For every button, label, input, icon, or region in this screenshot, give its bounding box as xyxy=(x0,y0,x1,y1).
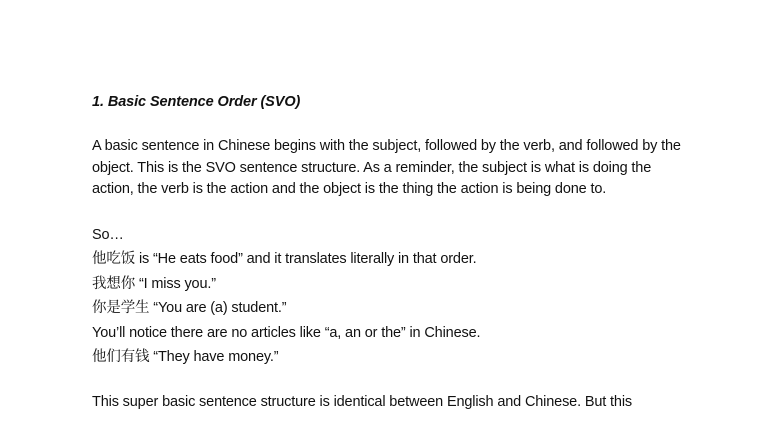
example-line xyxy=(92,321,692,346)
example-text: So… xyxy=(92,226,124,243)
example-chinese: 我想你 xyxy=(92,275,136,292)
example-text: “I miss you.” xyxy=(135,275,216,292)
example-chinese: 他们有钱 xyxy=(92,349,150,365)
intro-paragraph: A basic sentence in Chinese begins with the subject, followed by the verb, and followed by the object. This is the SVO sentence structure. As a reminder, the subject is what is doing the action, the verb is the action and the object is the thing the action is being done to. xyxy=(92,138,681,197)
example-line xyxy=(92,296,692,321)
example-line xyxy=(92,223,692,248)
example-text: is “He eats food” and it translates literally in that order. xyxy=(135,251,477,267)
example-chinese: 他吃饭 xyxy=(92,251,136,267)
example-chinese: 你是学生 xyxy=(92,300,150,316)
example-text: “They have money.” xyxy=(149,349,279,365)
closing-paragraph: This super basic sentence structure is identical between English and Chinese. But this xyxy=(92,393,633,410)
example-text: You’ll notice there are no articles like “a, an or the” in Chinese. xyxy=(92,324,481,341)
example-line xyxy=(92,272,692,297)
example-text: “You are (a) student.” xyxy=(149,300,287,316)
section-heading: 1. Basic Sentence Order (SVO) xyxy=(92,94,301,110)
section-content xyxy=(92,92,692,413)
example-line xyxy=(92,247,692,272)
example-line xyxy=(92,345,692,370)
example-list xyxy=(92,223,692,370)
